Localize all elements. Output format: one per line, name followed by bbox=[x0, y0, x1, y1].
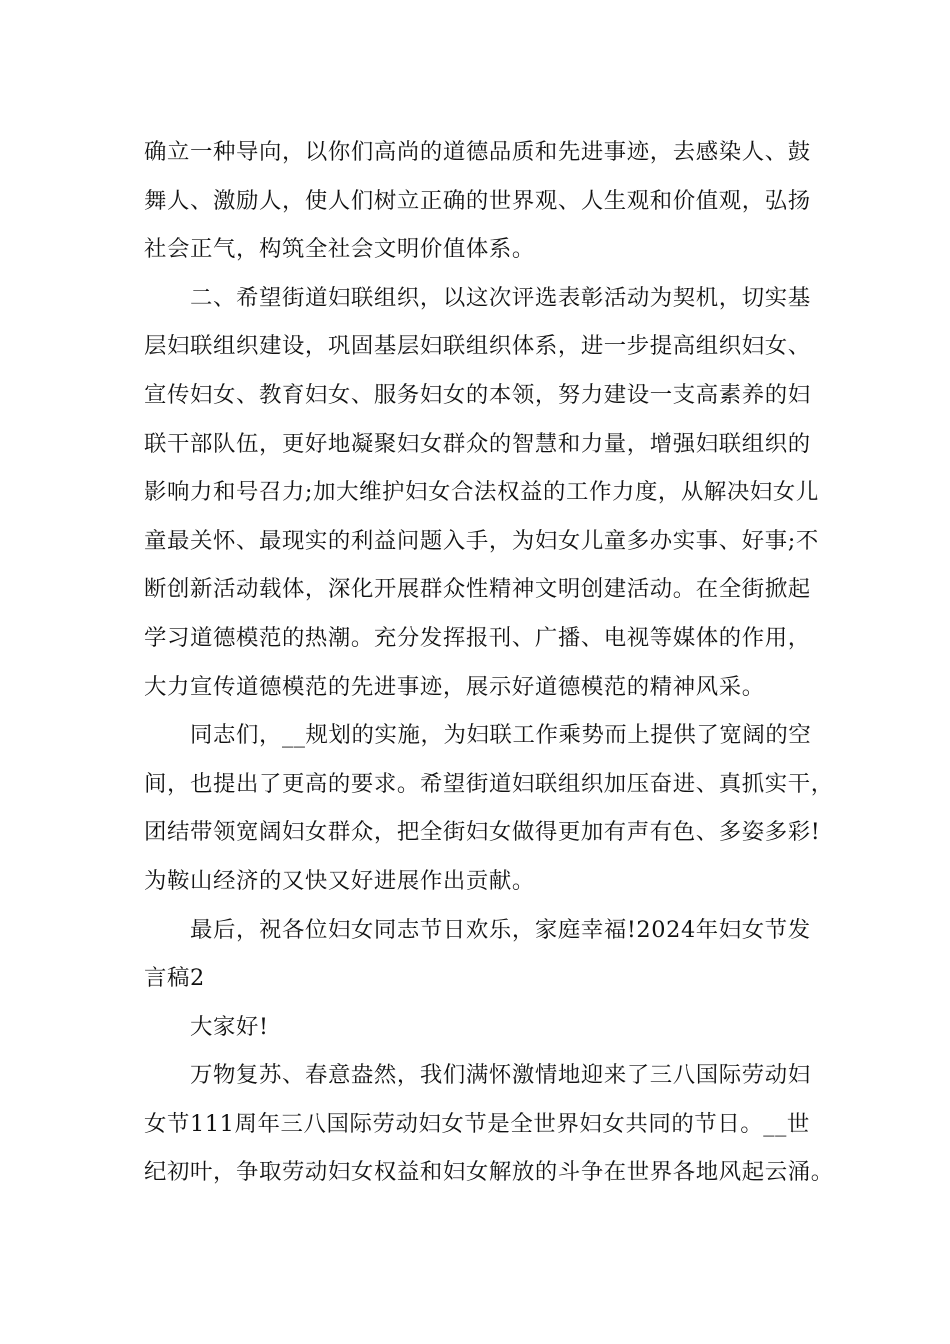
text-line: 纪初叶，争取劳动妇女权益和妇女解放的斗争在世界各地风起云涌。 bbox=[144, 1159, 834, 1186]
text-line: 断创新活动载体，深化开展群众性精神文明创建活动。在全街掀起 bbox=[144, 576, 811, 603]
text-line: 女节111周年三八国际劳动妇女节是全世界妇女共同的节日。__世 bbox=[144, 1110, 810, 1137]
paragraph-start-line: 万物复苏、春意盎然，我们满怀激情地迎来了三八国际劳动妇 bbox=[190, 1062, 811, 1089]
paragraph-start-line: 二、希望街道妇联组织，以这次评选表彰活动为契机，切实基 bbox=[190, 284, 811, 311]
text-line: 层妇联组织建设，巩固基层妇联组织体系，进一步提高组织妇女、 bbox=[144, 333, 811, 360]
text-line: 学习道德模范的热潮。充分发挥报刊、广播、电视等媒体的作用， bbox=[144, 624, 811, 651]
text-line: 团结带领宽阔妇女群众，把全街妇女做得更加有声有色、多姿多彩! bbox=[144, 819, 821, 846]
text-line: 大力宣传道德模范的先进事迹，展示好道德模范的精神风采。 bbox=[144, 673, 765, 700]
text-line: 言稿2 bbox=[144, 965, 205, 992]
text-line: 童最关怀、最现实的利益问题入手，为妇女儿童多办实事、好事;不 bbox=[144, 527, 819, 554]
text-line: 确立一种导向，以你们高尚的道德品质和先进事迹，去感染人、鼓 bbox=[144, 139, 811, 165]
text-line: 间，也提出了更高的要求。希望街道妇联组织加压奋进、真抓实干， bbox=[144, 770, 834, 797]
text-line: 舞人、激励人，使人们树立正确的世界观、人生观和价值观，弘扬 bbox=[144, 187, 811, 214]
text-line: 宣传妇女、教育妇女、服务妇女的本领，努力建设一支高素养的妇 bbox=[144, 381, 811, 408]
document-body bbox=[144, 128, 834, 1197]
greeting-line: 大家好! bbox=[190, 1013, 269, 1040]
text-line: 联干部队伍，更好地凝聚妇女群众的智慧和力量，增强妇联组织的 bbox=[144, 430, 811, 457]
text-line: 社会正气，构筑全社会文明价值体系。 bbox=[144, 236, 535, 263]
text-line: 影响力和号召力;加大维护妇女合法权益的工作力度，从解决妇女儿 bbox=[144, 479, 819, 506]
paragraph-start-line: 最后，祝各位妇女同志节日欢乐，家庭幸福!2024年妇女节发 bbox=[190, 916, 811, 943]
paragraph-start-line: 同志们，__规划的实施，为妇联工作乘势而上提供了宽阔的空 bbox=[190, 722, 812, 749]
text-line: 为鞍山经济的又快又好进展作出贡献。 bbox=[144, 867, 535, 894]
